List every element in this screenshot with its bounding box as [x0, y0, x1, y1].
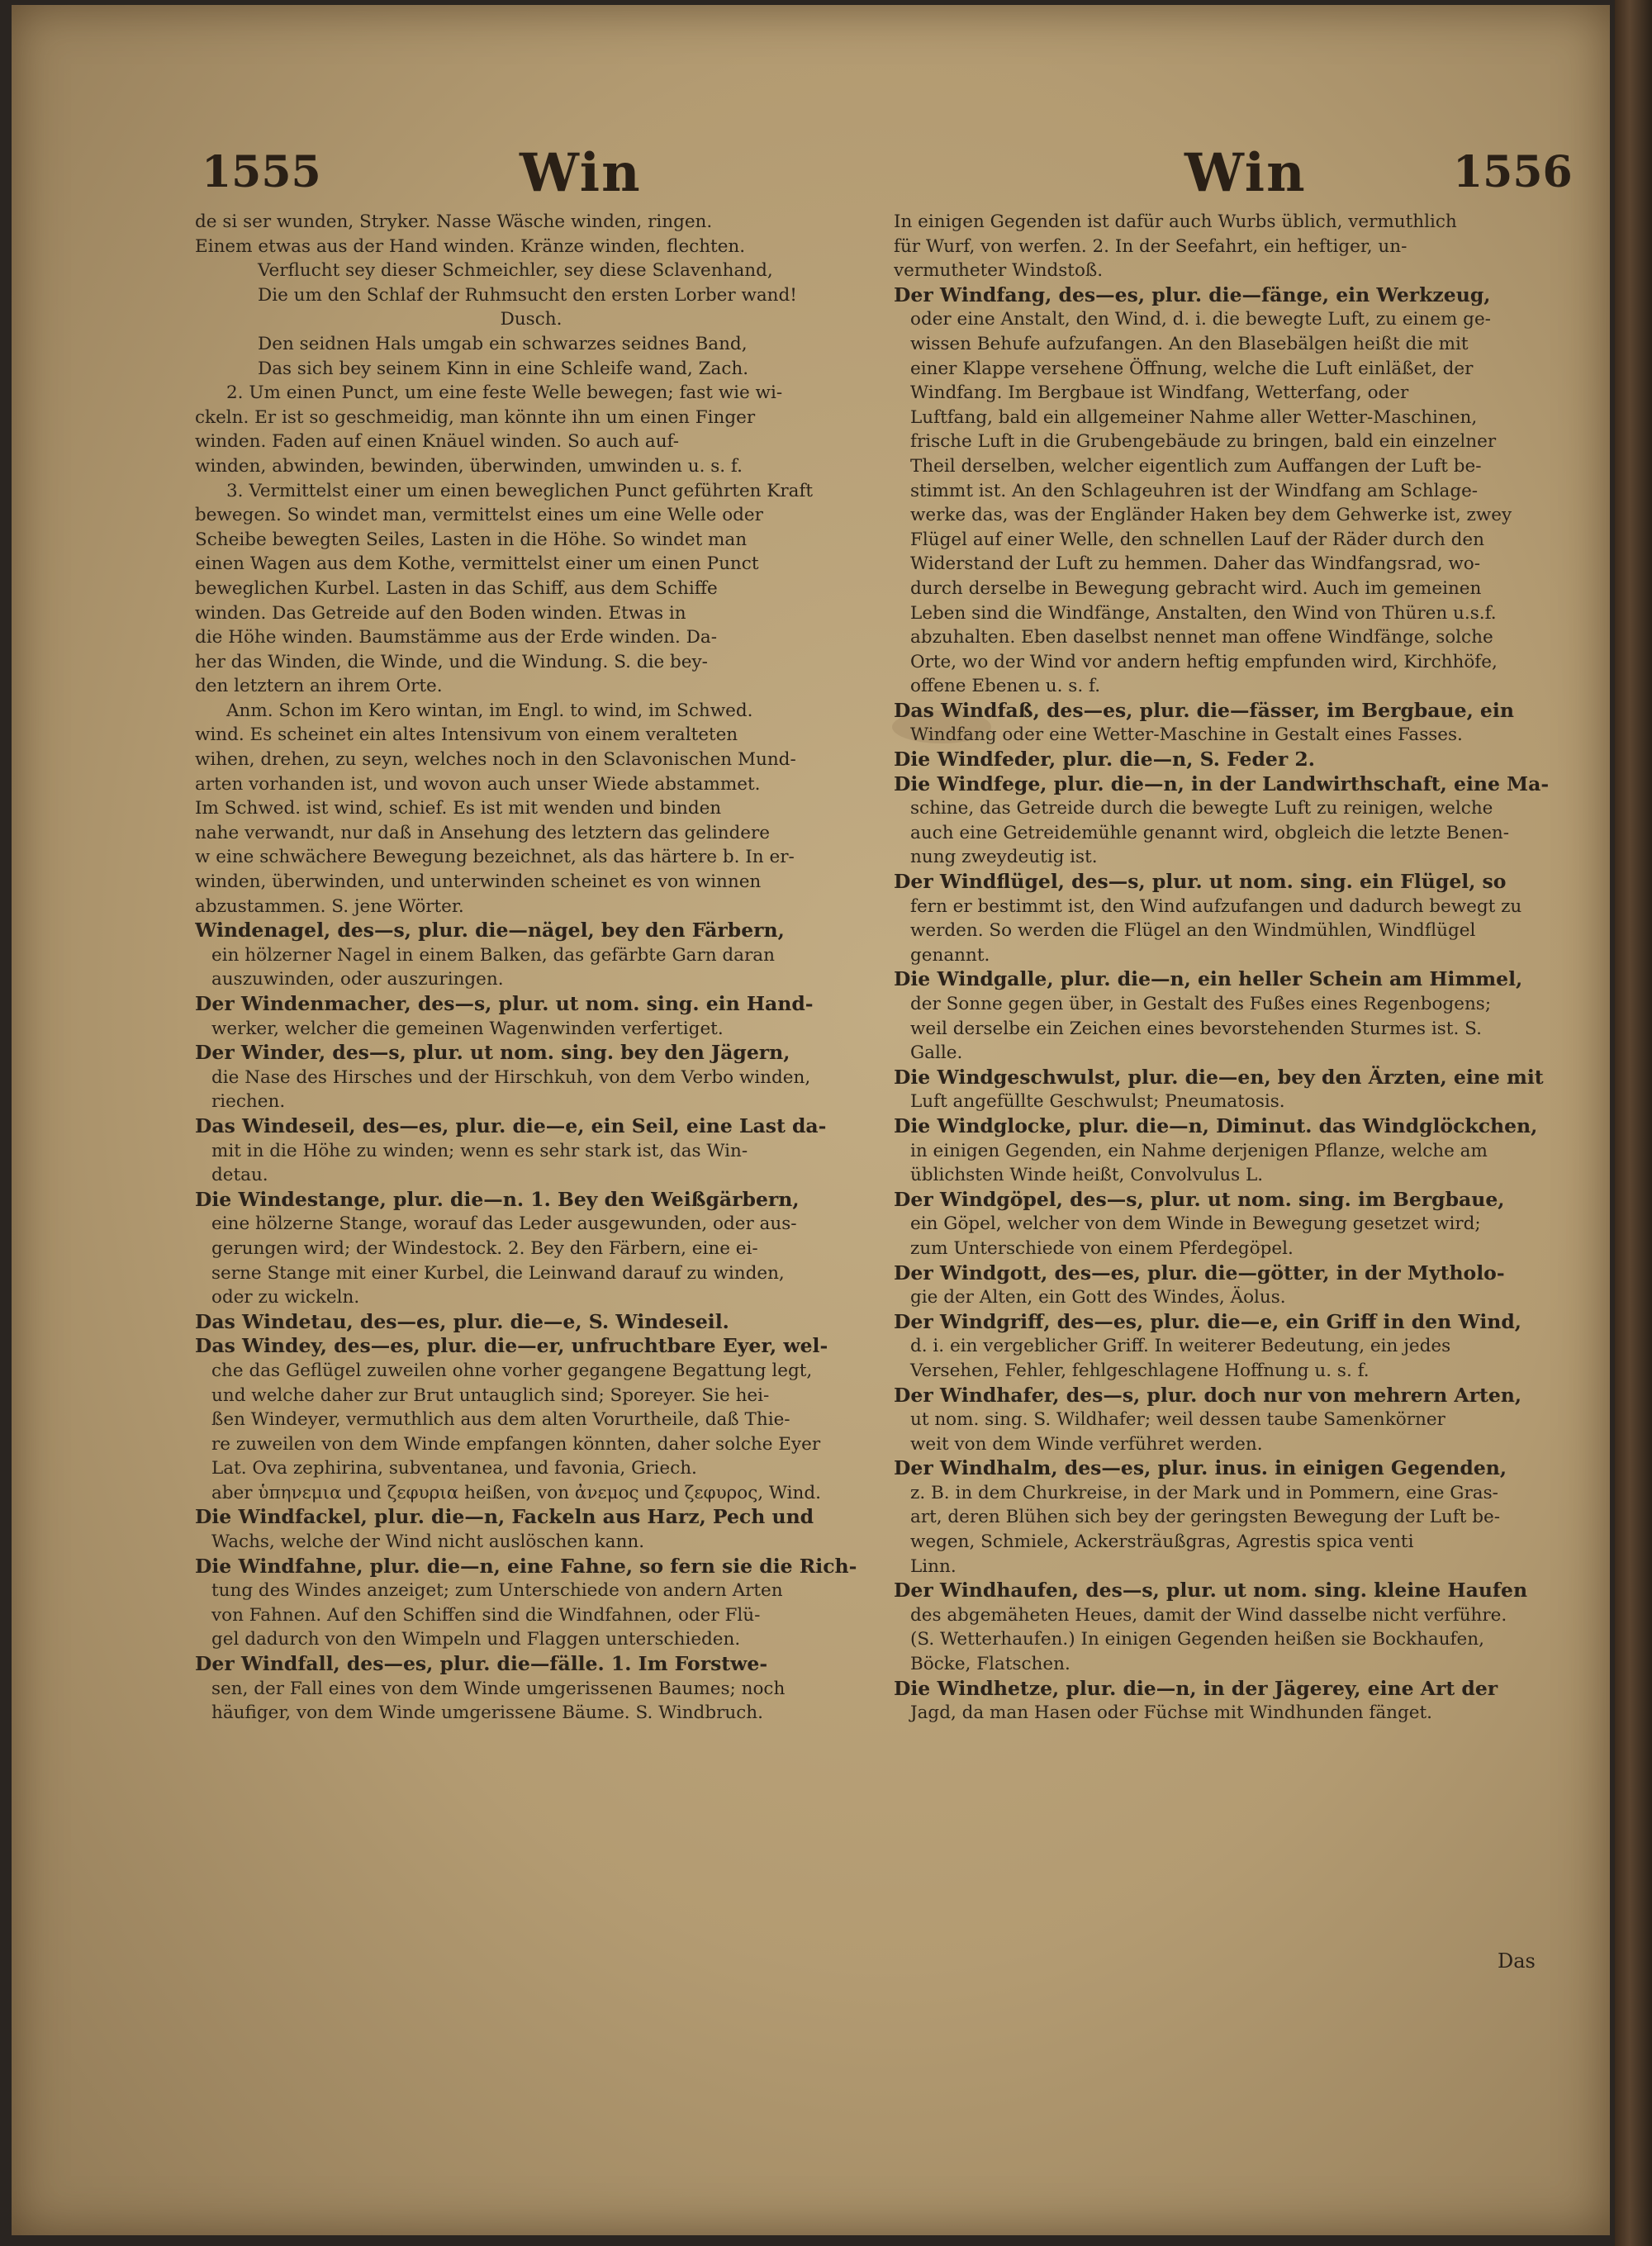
- right-column-text-line: schine, das Getreide durch die bewegte Luft zu reinigen, welche: [910, 798, 1493, 819]
- right-column-text-line: Der Windgöpel, des—s, plur. ut nom. sing. im Bergbaue,: [894, 1187, 1505, 1211]
- right-column-text-line: Orte, wo der Wind vor andern heftig empfunden wird, Kirchhöfe,: [910, 651, 1498, 672]
- right-column-text-line: offene Ebenen u. s. f.: [910, 676, 1101, 697]
- left-column-text-line: gerungen wird; der Windestock. 2. Bey den Färbern, eine ei-: [211, 1237, 758, 1259]
- right-column-text-line: Versehen, Fehler, fehlgeschlagene Hoffnung u. s. f.: [910, 1360, 1370, 1381]
- right-column-text-line: Die Windhetze, plur. die—n, in der Jägerey, eine Art der: [894, 1676, 1498, 1700]
- right-column-text-line: Böcke, Flatschen.: [910, 1654, 1070, 1675]
- left-column-text-line: Scheibe bewegten Seiles, Lasten in die Höhe. So windet man: [195, 529, 748, 550]
- left-column-text-line: Anm. Schon im Kero wintan, im Engl. to wind, im Schwed.: [226, 700, 753, 721]
- right-column-text-line: auch eine Getreidemühle genannt wird, obgleich die letzte Benen-: [910, 822, 1509, 843]
- left-column-text-line: serne Stange mit einer Kurbel, die Leinwand darauf zu winden,: [211, 1262, 785, 1284]
- right-column-text-line: Der Windfang, des—es, plur. die—fänge, ein Werkzeug,: [894, 283, 1491, 306]
- right-column-text-line: Der Windgriff, des—es, plur. die—e, ein Griff in den Wind,: [894, 1309, 1521, 1333]
- left-column-text-line: w eine schwächere Bewegung bezeichnet, als das härtere b. In er-: [195, 847, 795, 868]
- left-column-text-line: Einem etwas aus der Hand winden. Kränze winden, flechten.: [195, 235, 746, 257]
- left-column-text-line: riechen.: [211, 1091, 286, 1113]
- left-column-text-line: Die Windfackel, plur. die—n, Fackeln aus Harz, Pech und: [195, 1505, 814, 1529]
- right-column-text-line: wissen Behufe aufzufangen. An den Blasebälgen heißt die mit: [910, 333, 1469, 354]
- right-column-text-line: Leben sind die Windfänge, Anstalten, den Wind von Thüren u.s.f.: [910, 602, 1497, 624]
- left-column-text-line: che das Geflügel zuweilen ohne vorher gegangene Begattung legt,: [211, 1360, 813, 1381]
- left-column-text-line: häufiger, von dem Winde umgerissene Bäume. S. Windbruch.: [211, 1702, 763, 1724]
- left-column-text-line: von Fahnen. Auf den Schiffen sind die Windfahnen, oder Flü-: [211, 1604, 761, 1626]
- left-column-text-line: wihen, drehen, zu seyn, welches noch in den Sclavonischen Mund-: [195, 749, 796, 771]
- right-column-text-line: nung zweydeutig ist.: [910, 847, 1098, 868]
- right-column-text-line: Der Windgott, des—es, plur. die—götter, in der Mytholo-: [894, 1261, 1505, 1284]
- left-column-text-line: winden, überwinden, und unterwinden scheinet es von winnen: [195, 871, 762, 893]
- left-column-text-line: auszuwinden, oder auszuringen.: [211, 969, 504, 990]
- right-column-text-line: Widerstand der Luft zu hemmen. Daher das Windfangsrad, wo-: [910, 553, 1480, 575]
- left-column-text-line: Das Windey, des—es, plur. die—er, unfruchtbare Eyer, wel-: [195, 1334, 828, 1358]
- right-column-text-line: weil derselbe ein Zeichen eines bevorstehenden Sturmes ist. S.: [910, 1018, 1482, 1039]
- right-column-text-line: frische Luft in die Grubengebäude zu bringen, bald ein einzelner: [910, 431, 1497, 453]
- right-column-text-line: Jagd, da man Hasen oder Füchse mit Windhunden fänget.: [910, 1702, 1432, 1724]
- right-column-text-line: gie der Alten, ein Gott des Windes, Äolus.: [910, 1287, 1286, 1308]
- left-column-text-line: winden, abwinden, bewinden, überwinden, umwinden u. s. f.: [195, 455, 743, 477]
- left-column-text-line: gel dadurch von den Wimpeln und Flaggen unterschieden.: [211, 1629, 741, 1650]
- right-column-text-line: einer Klappe versehene Öffnung, welche die Luft einläßet, der: [910, 358, 1474, 379]
- left-column-text-line: Windenagel, des—s, plur. die—nägel, bey den Färbern,: [195, 919, 785, 943]
- right-column-text-line: stimmt ist. An den Schlageuhren ist der Windfang am Schlage-: [910, 480, 1479, 501]
- left-column-text-line: arten vorhanden ist, und wovon auch unser Wiede abstammet.: [195, 773, 761, 795]
- left-column-text-line: ckeln. Er ist so geschmeidig, man könnte ihn um einen Finger: [195, 406, 756, 428]
- right-column-text-line: Galle.: [910, 1042, 963, 1064]
- right-column-text-line: vermutheter Windstoß.: [894, 260, 1104, 282]
- left-column-text-line: Das Windetau, des—es, plur. die—e, S. Windeseil.: [195, 1309, 729, 1333]
- right-column-text-line: Theil derselben, welcher eigentlich zum Auffangen der Luft be-: [910, 455, 1482, 477]
- right-column-text-line: Die Windfege, plur. die—n, in der Landwirthschaft, eine Ma-: [894, 772, 1550, 795]
- right-column-text-line: Windfang. Im Bergbaue ist Windfang, Wetterfang, oder: [910, 382, 1409, 404]
- left-page-number: 1555: [202, 147, 321, 197]
- right-column-text-line: werke das, was der Engländer Haken bey dem Gehwerke ist, zwey: [910, 505, 1512, 526]
- right-column-text-line: oder eine Anstalt, den Wind, d. i. die bewegte Luft, zu einem ge-: [910, 309, 1491, 330]
- right-column-text-line: Die Windfeder, plur. die—n, S. Feder 2.: [894, 748, 1315, 772]
- left-column: [195, 210, 867, 1726]
- right-page-number: 1556: [1453, 147, 1573, 197]
- left-column-text-line: den letztern an ihrem Orte.: [195, 676, 443, 697]
- left-column-text-line: die Höhe winden. Baumstämme aus der Erde winden. Da-: [195, 627, 717, 648]
- left-column-text-line: Die um den Schlaf der Ruhmsucht den ersten Lorber wand!: [258, 284, 797, 306]
- left-column-text-line: einen Wagen aus dem Kothe, vermittelst einer um einen Punct: [195, 553, 759, 575]
- right-column-text-line: Die Windgeschwulst, plur. die—en, bey den Ärzten, eine mit: [894, 1065, 1544, 1089]
- right-running-title: Win: [1184, 142, 1307, 204]
- left-column-text-line: Die Windfahne, plur. die—n, eine Fahne, so fern sie die Rich-: [195, 1554, 857, 1578]
- left-column-text-line: eine hölzerne Stange, worauf das Leder ausgewunden, oder aus-: [211, 1213, 797, 1235]
- left-column-text-line: wind. Es scheinet ein altes Intensivum von einem veralteten: [195, 724, 738, 746]
- right-column-text-line: zum Unterschiede von einem Pferdegöpel.: [910, 1237, 1294, 1259]
- right-column: [894, 210, 1553, 1726]
- left-column-text-line: ßen Windeyer, vermuthlich aus dem alten Vorurtheile, daß Thie-: [211, 1409, 790, 1431]
- right-column-text-line: z. B. in dem Churkreise, in der Mark und in Pommern, eine Gras-: [910, 1482, 1498, 1503]
- left-column-text-line: sen, der Fall eines von dem Winde umgerissenen Baumes; noch: [211, 1678, 786, 1699]
- left-column-text-line: Dusch.: [500, 309, 563, 330]
- left-column-text-line: werker, welcher die gemeinen Wagenwinden verfertiget.: [211, 1018, 724, 1039]
- left-column-text-line: Das Windeseil, des—es, plur. die—e, ein Seil, eine Last da-: [195, 1114, 827, 1137]
- left-column-text-line: de si ser wunden, Stryker. Nasse Wäsche winden, ringen.: [195, 211, 713, 232]
- right-column-text-line: ut nom. sing. S. Wildhafer; weil dessen taube Samenkörner: [910, 1409, 1446, 1431]
- left-column-text-line: mit in die Höhe zu winden; wenn es sehr stark ist, das Win-: [211, 1140, 748, 1161]
- left-column-text-line: ein hölzerner Nagel in einem Balken, das gefärbte Garn daran: [211, 944, 775, 966]
- right-column-text-line: art, deren Blühen sich bey der geringsten Bewegung der Luft be-: [910, 1507, 1500, 1528]
- right-column-text-line: d. i. ein vergeblicher Griff. In weiterer Bedeutung, ein jedes: [910, 1336, 1451, 1357]
- left-column-text-line: und welche daher zur Brut untauglich sind; Sporeyer. Sie hei-: [211, 1384, 770, 1406]
- right-column-text-line: Windfang oder eine Wetter-Maschine in Gestalt eines Fasses.: [910, 724, 1463, 746]
- right-column-text-line: in einigen Gegenden, ein Nahme derjenigen Pflanze, welche am: [910, 1140, 1488, 1161]
- left-column-text-line: winden. Faden auf einen Knäuel winden. So auch auf-: [195, 431, 680, 453]
- right-column-text-line: Luftfang, bald ein allgemeiner Nahme aller Wetter-Maschinen,: [910, 406, 1478, 428]
- left-column-text-line: Im Schwed. ist wind, schief. Es ist mit wenden und binden: [195, 798, 722, 819]
- left-column-text-line: 2. Um einen Punct, um eine feste Welle bewegen; fast wie wi-: [226, 382, 783, 404]
- page-header: [12, 142, 1610, 205]
- left-column-text-line: Lat. Ova zephirina, subventanea, und favonia, Griech.: [211, 1458, 697, 1479]
- right-column-text-line: Linn.: [910, 1555, 957, 1577]
- left-column-text-line: bewegen. So windet man, vermittelst eines um eine Welle oder: [195, 505, 763, 526]
- left-column-text-line: Verflucht sey dieser Schmeichler, sey diese Sclavenhand,: [258, 260, 773, 282]
- left-column-text-line: die Nase des Hirsches und der Hirschkuh, von dem Verbo winden,: [211, 1066, 811, 1088]
- left-column-text-line: detau.: [211, 1165, 268, 1186]
- left-column-text-line: Die Windestange, plur. die—n. 1. Bey den Weißgärbern,: [195, 1187, 800, 1211]
- right-column-text-line: Der Windhaufen, des—s, plur. ut nom. sing. kleine Haufen: [894, 1579, 1528, 1603]
- left-column-text-line: re zuweilen von dem Winde empfangen könnten, daher solche Eyer: [211, 1433, 821, 1455]
- left-column-text-line: aber ὑπηνεμια und ζεφυρια heißen, von ἀνεμος und ζεφυρος, Wind.: [211, 1482, 821, 1503]
- right-column-text-line: Die Windgalle, plur. die—n, ein heller Schein am Himmel,: [894, 967, 1523, 991]
- right-column-text-line: (S. Wetterhaufen.) In einigen Gegenden heißen sie Bockhaufen,: [910, 1629, 1484, 1650]
- right-column-text-line: Die Windglocke, plur. die—n, Diminut. das Windglöckchen,: [894, 1114, 1538, 1137]
- left-column-text-line: her das Winden, die Winde, und die Windung. S. die bey-: [195, 651, 708, 672]
- left-running-title: Win: [520, 142, 642, 204]
- right-column-text-line: genannt.: [910, 944, 990, 966]
- right-column-text-line: Flügel auf einer Welle, den schnellen Lauf der Räder durch den: [910, 529, 1484, 550]
- right-column-text-line: weit von dem Winde verführet werden.: [910, 1433, 1263, 1455]
- right-column-text-line: durch derselbe in Bewegung gebracht wird. Auch im gemeinen: [910, 577, 1482, 599]
- left-column-text-line: winden. Das Getreide auf den Boden winden. Etwas in: [195, 602, 686, 624]
- right-column-text-line: ein Göpel, welcher von dem Winde in Bewegung gesetzet wird;: [910, 1213, 1481, 1235]
- left-column-text-line: Den seidnen Hals umgab ein schwarzes seidnes Band,: [258, 333, 748, 354]
- right-column-text-line: abzuhalten. Eben daselbst nennet man offene Windfänge, solche: [910, 627, 1493, 648]
- right-column-text-line: fern er bestimmt ist, den Wind aufzufangen und dadurch bewegt zu: [910, 895, 1522, 917]
- right-column-text-line: des abgemäheten Heues, damit der Wind dasselbe nicht verführe.: [910, 1604, 1507, 1626]
- right-column-text-line: Das Windfaß, des—es, plur. die—fässer, im Bergbaue, ein: [894, 698, 1514, 722]
- right-column-text-line: für Wurf, von werfen. 2. In der Seefahrt, ein heftiger, un-: [894, 235, 1408, 257]
- right-column-text-line: wegen, Schmiele, Ackersträußgras, Agrestis spica venti: [910, 1531, 1414, 1553]
- left-column-text-line: Der Windenmacher, des—s, plur. ut nom. sing. ein Hand-: [195, 992, 814, 1015]
- left-column-text-line: Der Windfall, des—es, plur. die—fälle. 1. Im Forstwe-: [195, 1652, 768, 1676]
- right-column-text-line: der Sonne gegen über, in Gestalt des Fußes eines Regenbogens;: [910, 994, 1492, 1014]
- right-column-text-line: Der Windflügel, des—s, plur. ut nom. sing. ein Flügel, so: [894, 870, 1507, 894]
- left-column-text-line: Wachs, welche der Wind nicht auslöschen kann.: [211, 1531, 645, 1553]
- right-column-text-line: Der Windhalm, des—es, plur. inus. in einigen Gegenden,: [894, 1456, 1507, 1480]
- left-column-text-line: oder zu wickeln.: [211, 1287, 360, 1308]
- right-column-text-line: Luft angefüllte Geschwulst; Pneumatosis.: [910, 1091, 1285, 1113]
- left-column-text-line: tung des Windes anzeiget; zum Unterschiede von andern Arten: [211, 1580, 783, 1602]
- left-column-text-line: 3. Vermittelst einer um einen beweglichen Punct geführten Kraft: [226, 480, 814, 501]
- left-column-text-line: abzustammen. S. jene Wörter.: [195, 895, 464, 917]
- right-column-text-line: werden. So werden die Flügel an den Windmühlen, Windflügel: [910, 920, 1476, 942]
- left-column-text-line: nahe verwandt, nur daß in Ansehung des letztern das gelindere: [195, 822, 771, 843]
- next-page-edge: [1615, 0, 1652, 2246]
- left-column-text-line: beweglichen Kurbel. Lasten in das Schiff, aus dem Schiffe: [195, 577, 718, 599]
- left-column-text-line: Der Winder, des—s, plur. ut nom. sing. bey den Jägern,: [195, 1041, 790, 1065]
- right-column-text-line: In einigen Gegenden ist dafür auch Wurbs üblich, vermuthlich: [894, 211, 1457, 232]
- left-column-text-line: Das sich bey seinem Kinn in eine Schleife wand, Zach.: [258, 358, 749, 379]
- right-column-text-line: üblichsten Winde heißt, Convolvulus L.: [910, 1165, 1264, 1186]
- right-column-text-line: Der Windhafer, des—s, plur. doch nur von mehrern Arten,: [894, 1383, 1522, 1407]
- catchword: Das: [1498, 1949, 1536, 1973]
